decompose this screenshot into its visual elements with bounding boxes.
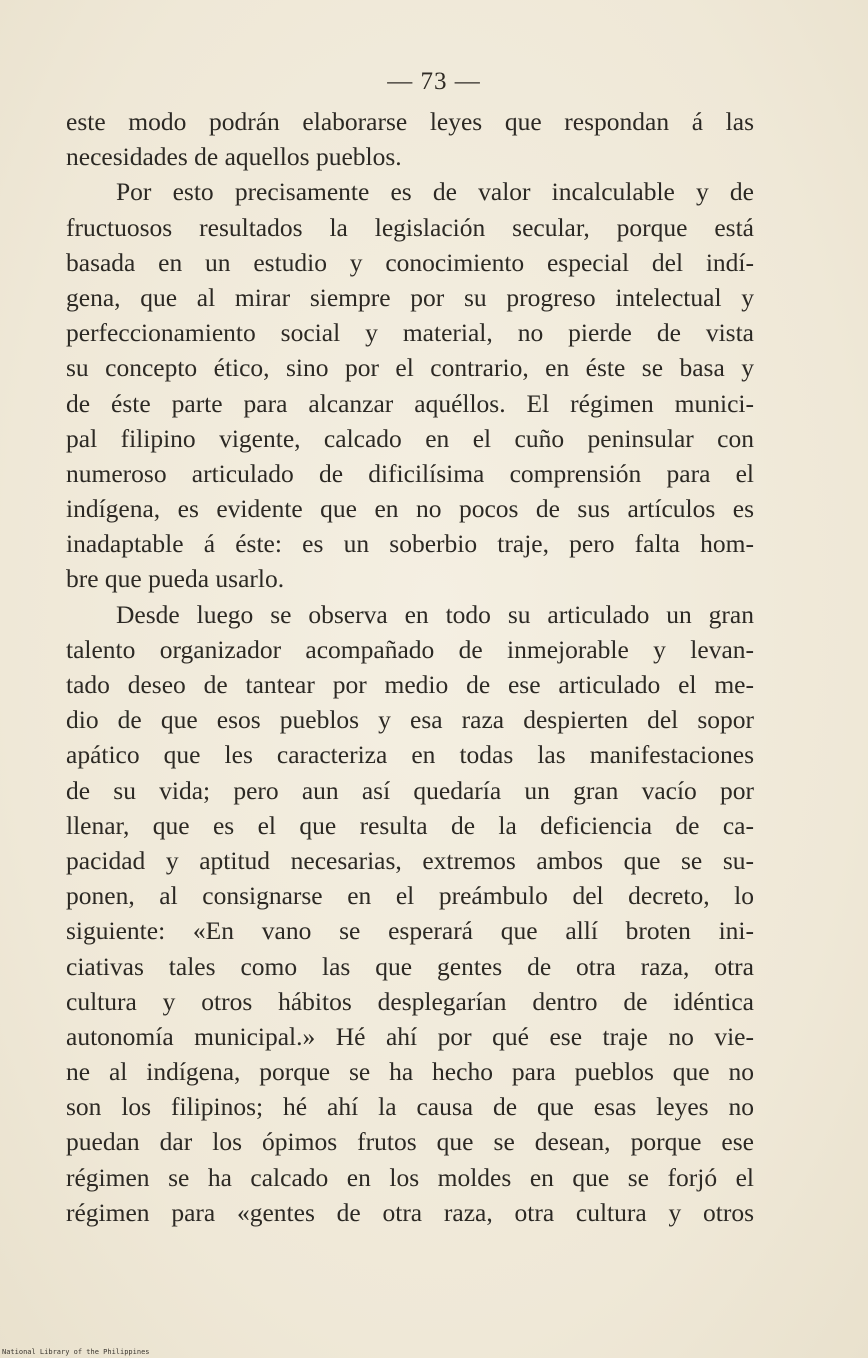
text-line: siguiente: «En vano se esperará que allí broten ini- [66, 916, 754, 946]
text-line: basada en un estudio y conocimiento especial del indí- [66, 247, 754, 277]
text-line: talento organizador acompañado de inmejorable y levan- [66, 634, 754, 664]
text-line: puedan dar los ópimos frutos que se desean, porque ese [66, 1127, 754, 1157]
text-line: inadaptable á éste: es un soberbio traje, pero falta hom- [66, 529, 754, 559]
text-line: este modo podrán elaborarse leyes que respondan á las [66, 107, 754, 136]
text-line: Desde luego se observa en todo su articulado un gran [116, 599, 754, 629]
text-line: régimen para «gentes de otra raza, otra cultura y otros [66, 1197, 754, 1227]
text-line: ponen, al consignarse en el preámbulo del decreto, lo [66, 881, 754, 911]
text-line: numeroso articulado de dificilísima comprensión para el [66, 458, 754, 488]
text-line: ne al indígena, porque se ha hecho para pueblos que no [66, 1057, 754, 1087]
library-footer: National Library of the Philippines [2, 1348, 150, 1356]
text-line: autonomía municipal.» Hé ahí por qué ese traje no vie- [66, 1021, 754, 1051]
text-line: Por esto precisamente es de valor incalculable y de [116, 177, 754, 207]
body-text [66, 104, 754, 1230]
text-line: su concepto ético, sino por el contrario, en éste se basa y [66, 353, 754, 383]
text-line: necesidades de aquellos pueblos. [66, 142, 402, 172]
text-line: fructuosos resultados la legislación secular, porque está [66, 212, 754, 242]
text-line: bre que pueda usarlo. [66, 564, 285, 594]
text-line: ciativas tales como las que gentes de otra raza, otra [66, 951, 754, 981]
text-line: gena, que al mirar siempre por su progreso intelectual y [66, 282, 754, 312]
text-line: pal filipino vigente, calcado en el cuño peninsular con [66, 423, 754, 453]
text-line: son los filipinos; hé ahí la causa de que esas leyes no [66, 1092, 754, 1122]
text-line: pacidad y aptitud necesarias, extremos ambos que se su- [66, 845, 754, 875]
text-line: perfeccionamiento social y material, no pierde de vista [66, 318, 754, 348]
text-line: tado deseo de tantear por medio de ese articulado el me- [66, 670, 754, 699]
text-line: llenar, que es el que resulta de la deficiencia de ca- [66, 810, 754, 840]
text-line: de su vida; pero aun así quedaría un gran vacío por [66, 775, 754, 805]
page-number: — 73 — [387, 68, 481, 95]
text-line: régimen se ha calcado en los moldes en que se forjó el [66, 1162, 754, 1192]
text-line: apático que les caracteriza en todas las manifestaciones [66, 740, 754, 770]
text-line: de éste parte para alcanzar aquéllos. El régimen munici- [66, 388, 754, 418]
text-line: dio de que esos pueblos y esa raza despierten del sopor [66, 705, 754, 735]
text-line: cultura y otros hábitos desplegarían dentro de idéntica [66, 986, 754, 1016]
text-line: indígena, es evidente que en no pocos de sus artículos es [66, 494, 754, 524]
